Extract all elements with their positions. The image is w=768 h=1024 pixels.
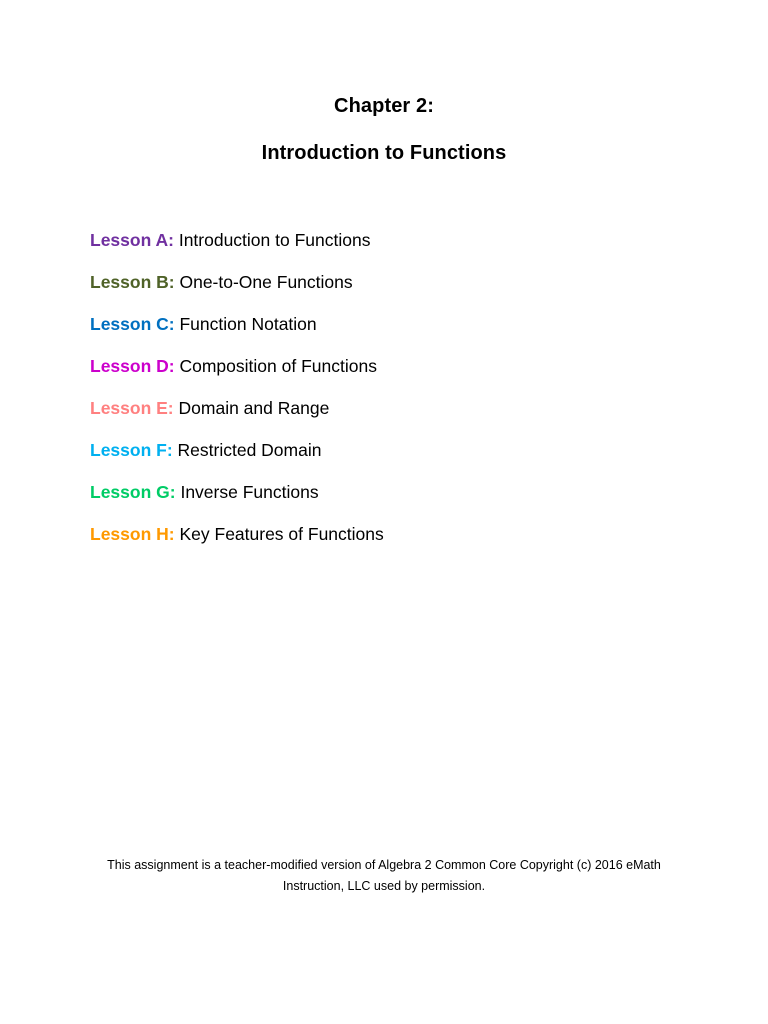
lesson-label: Lesson C: [90, 314, 175, 334]
lesson-title: Restricted Domain [177, 440, 322, 460]
lesson-title: Inverse Functions [180, 482, 319, 502]
lesson-title: Domain and Range [178, 398, 330, 418]
page-title: Introduction to Functions [261, 142, 507, 164]
lesson-item-b [90, 270, 384, 312]
copyright-notice [0, 855, 768, 897]
lesson-label: Lesson E: [90, 398, 174, 418]
lesson-item-a [90, 228, 384, 270]
lesson-title: One-to-One Functions [179, 272, 353, 292]
lesson-label: Lesson A: [90, 230, 174, 250]
chapter-heading: Chapter 2: [334, 95, 434, 117]
lesson-item-d [90, 354, 384, 396]
lesson-title: Introduction to Functions [178, 230, 371, 250]
lesson-title: Composition of Functions [179, 356, 377, 376]
lesson-label: Lesson F: [90, 440, 173, 460]
lesson-item-g [90, 480, 384, 522]
lesson-item-e [90, 396, 384, 438]
copyright-line-2: Instruction, LLC used by permission. [282, 879, 486, 893]
lesson-item-h [90, 522, 384, 564]
lesson-item-f [90, 438, 384, 480]
lesson-label: Lesson H: [90, 524, 175, 544]
lesson-label: Lesson B: [90, 272, 175, 292]
lesson-list [90, 228, 384, 564]
lesson-label: Lesson D: [90, 356, 175, 376]
lesson-label: Lesson G: [90, 482, 176, 502]
lesson-item-c [90, 312, 384, 354]
lesson-title: Function Notation [179, 314, 317, 334]
copyright-line-1: This assignment is a teacher-modified version of Algebra 2 Common Core Copyright (c) 2016 eMath [107, 858, 661, 872]
lesson-title: Key Features of Functions [179, 524, 384, 544]
